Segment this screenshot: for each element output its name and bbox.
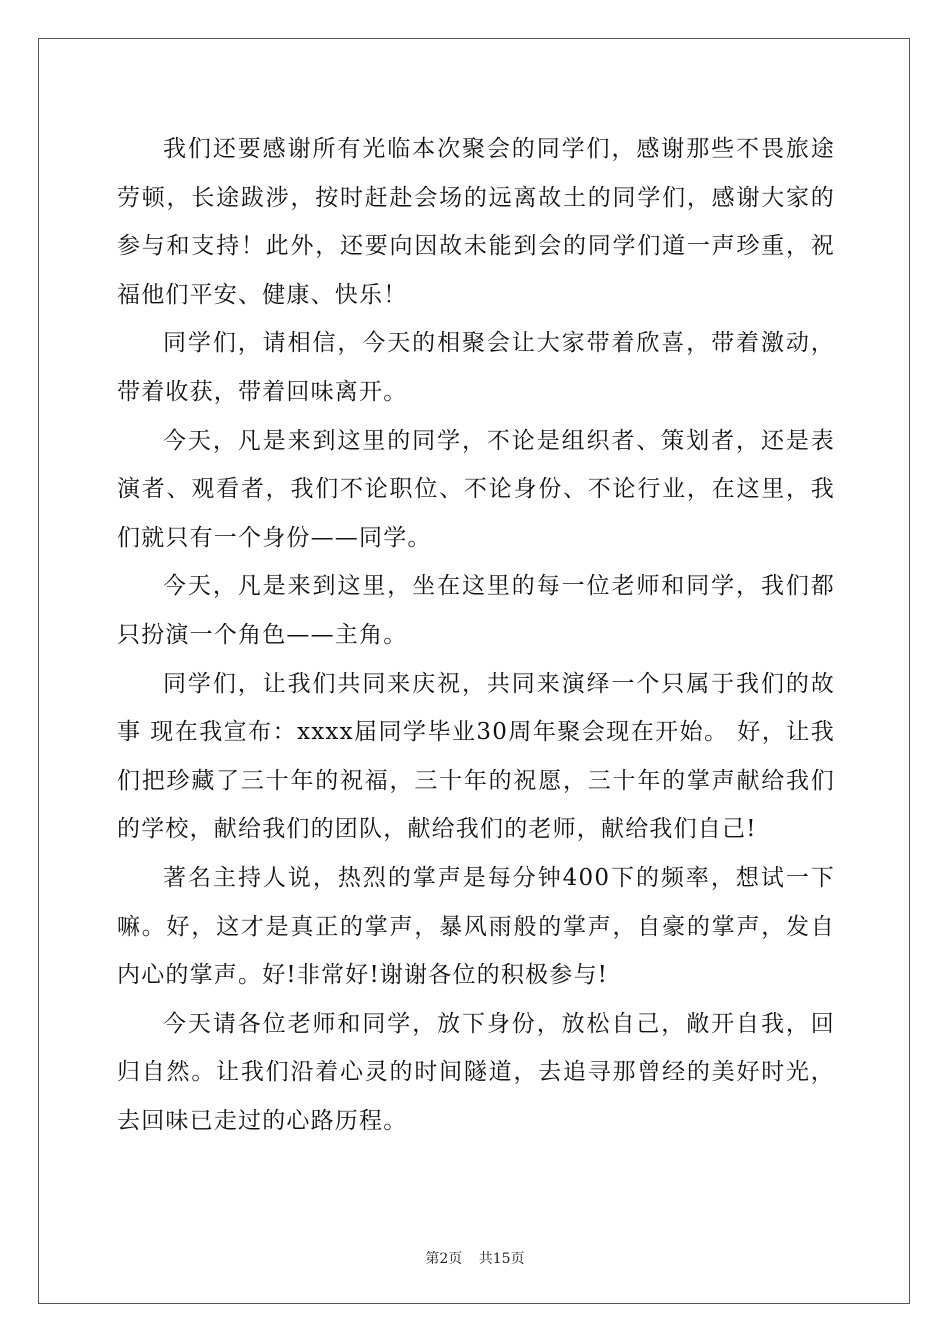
paragraph-3: 今天，凡是来到这里的同学，不论是组织者、策划者，还是表演者、观看者，我们不论职位、不论身份、不论行业，在这里，我们就只有一个身份——同学。 (117, 427, 835, 551)
paragraph-6: 著名主持人说，热烈的掌声是每分钟400下的频率，想试一下嘛。好，这才是真正的掌声，暴风雨般的掌声，自豪的掌声，发自内心的掌声。好!非常好!谢谢各位的积极参与! (117, 864, 835, 989)
page-number-total: 共15页 (478, 1251, 525, 1267)
paragraph-1: 我们还要感谢所有光临本次聚会的同学们，感谢那些不畏旅途劳顿，长途跋涉，按时赶赴会场的远离故土的同学们，感谢大家的参与和支持！此外，还要向因故未能到会的同学们道一声珍重，祝福他们平安、健康、快乐！ (117, 136, 835, 308)
page-footer (0, 1248, 950, 1268)
document-body (117, 125, 835, 1145)
paragraph-7: 今天请各位老师和同学，放下身份，放松自己，敞开自我，回归自然。让我们沿着心灵的时间隧道，去追寻那曾经的美好时光，去回味已走过的心路历程。 (117, 1010, 835, 1134)
paragraph-5: 同学们，让我们共同来庆祝，共同来演绎一个只属于我们的故事 现在我宣布：xxxx届同学毕业30周年聚会现在开始。 好，让我们把珍藏了三十年的祝福，三十年的祝愿，三十年的掌声献给我们的学校，献给我们的团队，献给我们的老师，献给我们自己! (117, 670, 835, 843)
page-number-current: 第2页 (425, 1251, 463, 1267)
paragraph-4: 今天，凡是来到这里，坐在这里的每一位老师和同学，我们都只扮演一个角色——主角。 (117, 573, 835, 648)
paragraph-2: 同学们，请相信，今天的相聚会让大家带着欣喜，带着激动，带着收获，带着回味离开。 (117, 330, 835, 405)
